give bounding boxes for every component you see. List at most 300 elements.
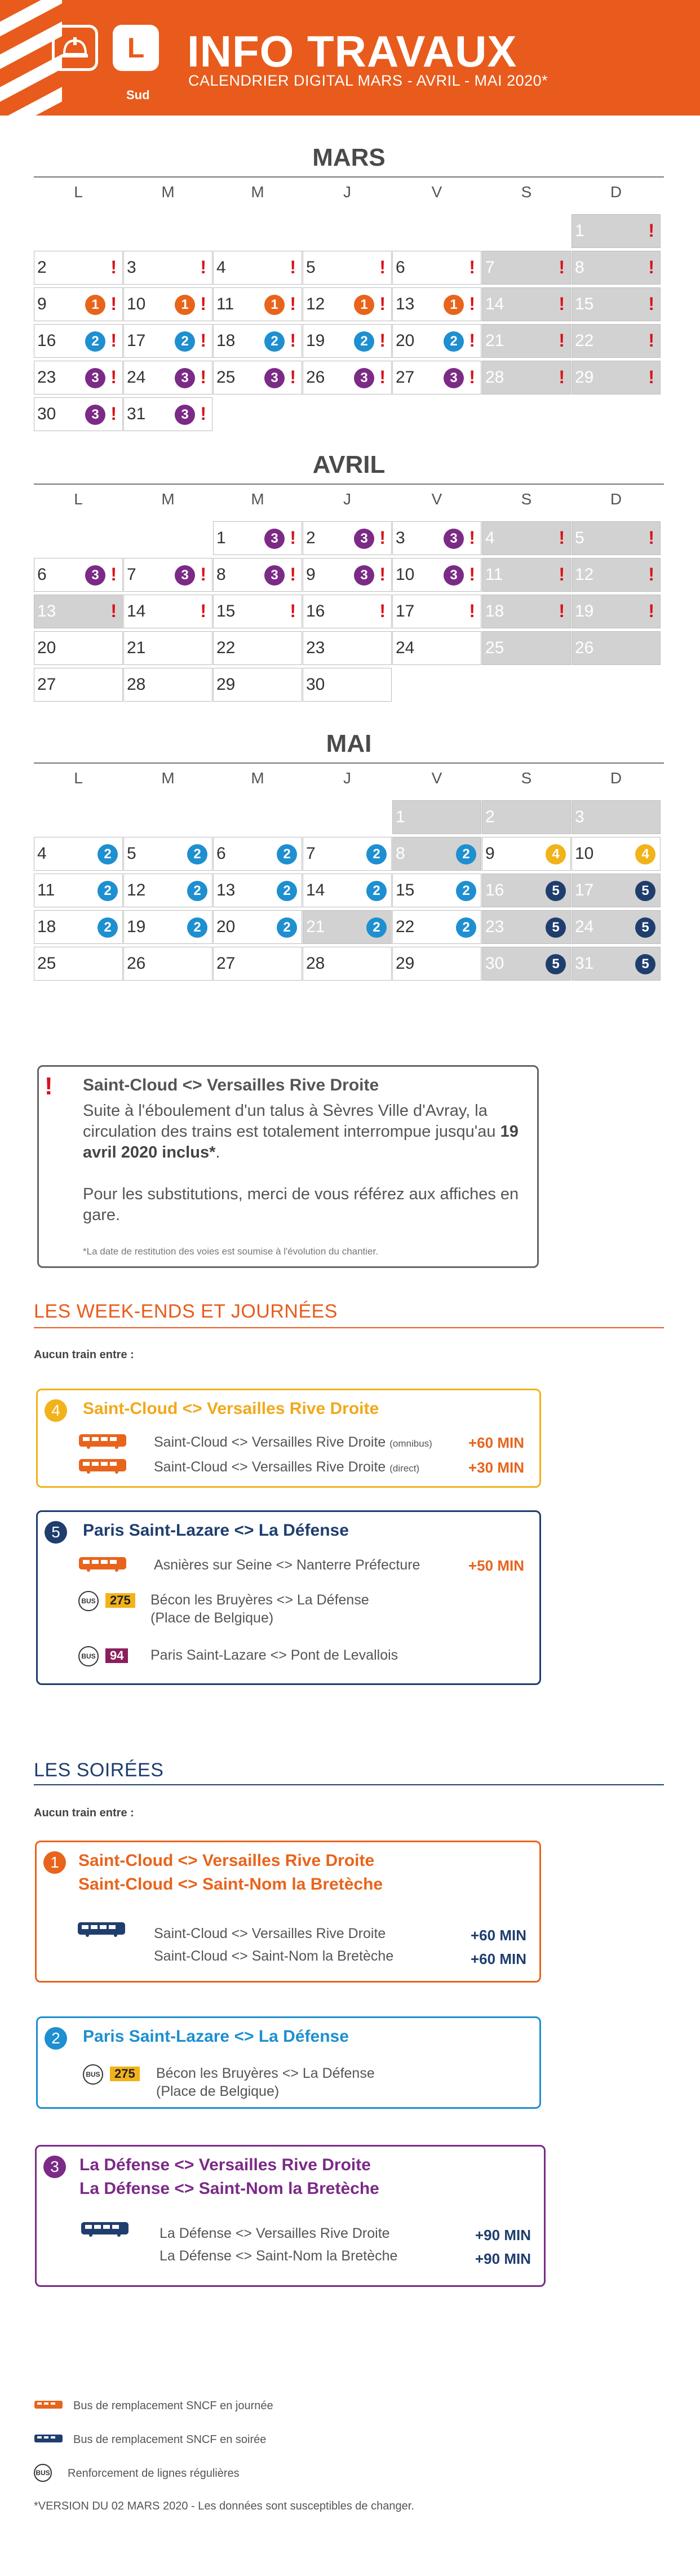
alert-icon: ! — [200, 367, 206, 387]
disruption-badge: 2 — [187, 881, 207, 901]
day-number: 4 — [37, 844, 47, 863]
legend-bus-night: Bus de remplacement SNCF en soirée — [73, 2433, 267, 2446]
disruption-badge: 5 — [635, 917, 655, 938]
alert-icon: ! — [110, 404, 117, 424]
weekday-header: L — [74, 183, 83, 201]
disruption-badge: 3 — [264, 529, 285, 549]
disruption-badge: 2 — [98, 844, 118, 864]
calendar-day — [571, 251, 661, 285]
alert-icon: ! — [648, 564, 654, 584]
calendar-day — [213, 837, 302, 871]
disruption-box-3 — [35, 2145, 546, 2287]
day-number: 9 — [485, 844, 495, 863]
day-number: 12 — [575, 565, 594, 584]
day-number: 16 — [306, 602, 325, 620]
calendar-day — [213, 947, 302, 981]
day-number: 2 — [306, 529, 316, 547]
calendar-day — [392, 558, 481, 592]
month-rule — [34, 176, 664, 178]
alert-icon: ! — [110, 330, 117, 351]
day-number: 8 — [396, 844, 405, 863]
calendar-day — [303, 558, 392, 592]
weekday-header: L — [74, 490, 83, 508]
calendar-day — [482, 287, 571, 321]
alert-icon: ! — [469, 527, 475, 548]
weekday-header: M — [161, 490, 175, 508]
alert-icon: ! — [379, 564, 386, 584]
calendar-day — [123, 324, 212, 358]
calendar-day — [482, 558, 571, 592]
calendar-day — [571, 837, 661, 871]
route-text: Saint-Cloud <> Saint-Nom la Bretèche — [154, 1948, 394, 1964]
disruption-number-badge: 1 — [43, 1851, 66, 1874]
disruption-badge: 2 — [187, 917, 207, 938]
calendar-day — [571, 214, 661, 248]
day-number: 12 — [306, 295, 325, 313]
day-number: 30 — [485, 954, 504, 973]
calendar-day — [213, 668, 302, 702]
weekday-header: M — [161, 183, 175, 201]
weekday-header: J — [343, 490, 351, 508]
disruption-badge: 3 — [444, 368, 464, 388]
day-number: 26 — [127, 954, 146, 973]
calendar-day — [392, 874, 481, 907]
calendar-day — [123, 287, 212, 321]
calendar-day — [213, 521, 302, 555]
day-number: 22 — [396, 917, 415, 936]
day-number: 15 — [396, 881, 415, 899]
day-number: 26 — [306, 368, 325, 387]
disruption-number-badge: 3 — [43, 2156, 66, 2178]
day-number: 4 — [216, 258, 226, 277]
day-number: 24 — [127, 368, 146, 387]
day-number: 18 — [37, 917, 56, 936]
delay-minutes: +30 MIN — [468, 1459, 524, 1476]
route-text: Saint-Cloud <> Versailles Rive Droite — [154, 1459, 386, 1475]
day-number: 1 — [575, 221, 584, 240]
month-rule — [34, 762, 664, 764]
weekday-header: M — [251, 490, 264, 508]
calendar-day — [482, 631, 571, 665]
disruption-box-4 — [36, 1389, 541, 1488]
delay-minutes: +60 MIN — [471, 1927, 526, 1944]
day-number: 10 — [575, 844, 594, 863]
calendar-day — [392, 837, 481, 871]
disruption-badge: 3 — [85, 368, 105, 388]
alert-icon: ! — [559, 601, 565, 621]
calendar-day — [213, 251, 302, 285]
alert-icon: ! — [290, 564, 296, 584]
header-banner — [0, 0, 700, 116]
disruption-number-badge: 5 — [45, 1521, 67, 1544]
calendar-day — [213, 361, 302, 394]
day-number: 10 — [396, 565, 415, 584]
day-number: 15 — [216, 602, 236, 620]
alert-icon: ! — [648, 367, 654, 387]
day-number: 8 — [216, 565, 226, 584]
day-number: 5 — [306, 258, 316, 277]
bus-day-icon — [78, 1433, 127, 1452]
calendar-day — [392, 947, 481, 981]
day-number: 11 — [37, 881, 55, 899]
soirees-rule — [34, 1784, 664, 1785]
disruption-title: Paris Saint-Lazare <> La Défense — [83, 2027, 349, 2046]
day-number: 18 — [216, 331, 236, 350]
disruption-badge: 2 — [354, 331, 374, 352]
day-number: 2 — [485, 808, 495, 826]
day-number: 24 — [575, 917, 594, 936]
alert-icon: ! — [290, 601, 296, 621]
disruption-badge: 2 — [277, 917, 297, 938]
calendar-day — [482, 361, 571, 394]
disruption-badge: 1 — [264, 295, 285, 315]
disruption-badge: 2 — [277, 881, 297, 901]
calendar-day — [571, 558, 661, 592]
weekday-header: S — [521, 769, 532, 787]
day-number: 25 — [37, 954, 56, 973]
weekday-header: S — [521, 490, 532, 508]
delay-minutes: +90 MIN — [475, 2227, 531, 2244]
disruption-badge: 4 — [546, 844, 566, 864]
line-l-icon: L — [113, 25, 159, 71]
calendar-day — [392, 324, 481, 358]
alert-icon: ! — [379, 257, 386, 277]
disruption-title: Paris Saint-Lazare <> La Défense — [83, 1521, 349, 1540]
disruption-badge: 3 — [354, 565, 374, 586]
calendar-day — [571, 324, 661, 358]
day-number: 7 — [306, 844, 316, 863]
legend-bus-regular: Renforcement de lignes régulières — [68, 2467, 240, 2480]
disruption-title — [79, 2153, 379, 2201]
alert-icon: ! — [469, 601, 475, 621]
bus-line-number: 275 — [110, 2067, 140, 2081]
disruption-badge: 2 — [187, 844, 207, 864]
calendar-day — [571, 631, 661, 665]
disruption-badge: 1 — [85, 295, 105, 315]
alert-icon: ! — [200, 294, 206, 314]
calendar-day — [392, 361, 481, 394]
alert-icon: ! — [379, 367, 386, 387]
day-number: 1 — [396, 808, 405, 826]
alert-icon: ! — [200, 564, 206, 584]
disruption-badge: 2 — [366, 844, 387, 864]
calendar-day — [123, 910, 212, 944]
day-number: 5 — [127, 844, 136, 863]
day-number: 22 — [575, 331, 594, 350]
month-rule — [34, 484, 664, 485]
day-number: 3 — [575, 808, 584, 826]
calendar-day — [213, 324, 302, 358]
alert-icon: ! — [110, 564, 117, 584]
delay-minutes: +50 MIN — [468, 1557, 524, 1574]
alert-icon: ! — [469, 330, 475, 351]
calendar-day — [303, 874, 392, 907]
day-number: 28 — [485, 368, 504, 387]
day-number: 14 — [485, 295, 504, 313]
disruption-badge: 2 — [98, 917, 118, 938]
calendar-day — [303, 361, 392, 394]
bus-line-number: 275 — [105, 1593, 135, 1608]
weekday-header: V — [431, 490, 442, 508]
weekday-header: J — [343, 769, 351, 787]
day-number: 10 — [127, 295, 146, 313]
day-number: 19 — [127, 917, 146, 936]
day-number: 27 — [216, 954, 236, 973]
day-number: 9 — [37, 295, 47, 313]
weekday-header: L — [74, 769, 83, 787]
day-number: 27 — [37, 675, 56, 694]
calendar-day — [571, 910, 661, 944]
bus-night-icon — [34, 2433, 63, 2448]
calendar-day — [392, 287, 481, 321]
day-number: 29 — [396, 954, 415, 973]
month-title: MARS — [312, 144, 386, 171]
disruption-badge: 2 — [85, 331, 105, 352]
calendar-day — [303, 837, 392, 871]
day-number: 19 — [575, 602, 594, 620]
day-number: 24 — [396, 639, 415, 657]
day-number: 23 — [37, 368, 56, 387]
calendar-day — [482, 800, 571, 834]
calendar-day — [123, 947, 212, 981]
alert-icon: ! — [110, 294, 117, 314]
alert-icon: ! — [648, 220, 654, 241]
calendar-day — [34, 837, 123, 871]
notice-body-end: . — [215, 1143, 220, 1161]
day-number: 6 — [396, 258, 405, 277]
calendar-day — [123, 558, 212, 592]
day-number: 18 — [485, 602, 504, 620]
disruption-title: Saint-Cloud <> Versailles Rive Droite — [83, 1399, 379, 1418]
route-text: Paris Saint-Lazare <> Pont de Levallois — [150, 1647, 398, 1663]
disruption-badge: 2 — [366, 881, 387, 901]
calendar-day — [303, 595, 392, 628]
day-number: 13 — [216, 881, 236, 899]
day-number: 21 — [306, 917, 325, 936]
month-title: MAI — [326, 730, 372, 757]
calendar-day — [482, 521, 571, 555]
notice-footnote: *La date de restitution des voies est soumise à l'évolution du chantier. — [83, 1246, 378, 1257]
calendar-day — [34, 287, 123, 321]
calendar-day — [303, 910, 392, 944]
disruption-badge: 3 — [354, 529, 374, 549]
disruption-box-1 — [35, 1841, 541, 1983]
alert-icon: ! — [379, 294, 386, 314]
calendar-day — [392, 631, 481, 665]
disruption-badge: 2 — [444, 331, 464, 352]
disruption-badge: 4 — [635, 844, 655, 864]
day-number: 23 — [306, 639, 325, 657]
calendar-day — [34, 874, 123, 907]
disruption-badge: 2 — [277, 844, 297, 864]
alert-icon: ! — [648, 601, 654, 621]
version-footnote: *VERSION DU 02 MARS 2020 - Les données sont susceptibles de changer. — [34, 2500, 414, 2512]
bus-day-icon — [78, 1556, 127, 1575]
bus-day-icon — [78, 1458, 127, 1477]
alert-icon: ! — [559, 257, 565, 277]
calendar-day — [34, 668, 123, 702]
day-number: 11 — [485, 565, 503, 584]
disruption-title-line: La Défense <> Versailles Rive Droite — [79, 2156, 371, 2174]
day-number: 29 — [575, 368, 594, 387]
disruption-badge: 3 — [354, 368, 374, 388]
notice-body-substitution: Pour les substitutions, merci de vous référez aux affiches en gare. — [83, 1185, 519, 1224]
calendar-day — [482, 837, 571, 871]
day-number: 25 — [485, 639, 504, 657]
weekday-header: D — [610, 183, 622, 201]
delay-minutes: +60 MIN — [468, 1434, 524, 1451]
calendar-day — [123, 397, 212, 431]
disruption-badge: 1 — [175, 295, 195, 315]
bus-regular-icon: BUS — [83, 2064, 103, 2085]
disruption-badge: 5 — [546, 881, 566, 901]
disruption-badge: 2 — [366, 917, 387, 938]
alert-icon: ! — [648, 527, 654, 548]
calendar-day — [303, 251, 392, 285]
disruption-badge: 5 — [635, 954, 655, 974]
disruption-badge: 3 — [175, 368, 195, 388]
calendar-day — [213, 595, 302, 628]
calendar-day — [303, 287, 392, 321]
delay-minutes: +60 MIN — [471, 1950, 526, 1967]
alert-icon: ! — [559, 330, 565, 351]
alert-icon: ! — [200, 601, 206, 621]
weekday-header: M — [161, 769, 175, 787]
calendar-day — [392, 521, 481, 555]
alert-icon: ! — [559, 367, 565, 387]
disruption-title-line: Saint-Cloud <> Versailles Rive Droite — [78, 1851, 375, 1870]
calendar-day — [123, 668, 212, 702]
alert-icon: ! — [110, 257, 117, 277]
calendar-day — [34, 361, 123, 394]
alert-icon: ! — [290, 294, 296, 314]
alert-icon: ! — [559, 294, 565, 314]
day-number: 14 — [127, 602, 146, 620]
weekday-header: V — [431, 183, 442, 201]
disruption-badge: 3 — [175, 565, 195, 586]
day-number: 17 — [575, 881, 594, 899]
calendar-day — [571, 947, 661, 981]
bus-line-number: 94 — [105, 1648, 128, 1663]
calendar-day — [303, 521, 392, 555]
day-number: 31 — [127, 405, 146, 423]
day-number: 7 — [127, 565, 136, 584]
alert-icon: ! — [200, 330, 206, 351]
notice-body — [83, 1101, 528, 1226]
alert-icon: ! — [200, 257, 206, 277]
soirees-aucun: Aucun train entre : — [34, 1807, 134, 1819]
page-subtitle: CALENDRIER DIGITAL MARS - AVRIL - MAI 2020* — [188, 72, 548, 89]
alert-icon: ! — [648, 257, 654, 277]
calendar-day — [571, 595, 661, 628]
alert-icon: ! — [290, 527, 296, 548]
day-number: 21 — [127, 639, 146, 657]
disruption-title-line: La Défense <> Saint-Nom la Bretèche — [79, 2179, 379, 2198]
calendar-day — [392, 595, 481, 628]
day-number: 12 — [127, 881, 146, 899]
day-number: 23 — [485, 917, 504, 936]
month-title: AVRIL — [312, 451, 386, 478]
calendar-day — [34, 397, 123, 431]
disruption-badge: 2 — [175, 331, 195, 352]
bus-regular-icon: BUS — [78, 1591, 99, 1611]
day-number: 4 — [485, 529, 495, 547]
calendar-day — [213, 910, 302, 944]
day-number: 6 — [37, 565, 47, 584]
day-number: 5 — [575, 529, 584, 547]
disruption-badge: 3 — [85, 565, 105, 586]
day-number: 21 — [485, 331, 504, 350]
disruption-badge: 3 — [264, 565, 285, 586]
day-number: 30 — [37, 405, 56, 423]
calendar-day — [482, 910, 571, 944]
disruption-badge: 5 — [546, 954, 566, 974]
alert-icon: ! — [648, 294, 654, 314]
disruption-badge: 2 — [98, 881, 118, 901]
day-number: 14 — [306, 881, 325, 899]
calendar-day — [303, 324, 392, 358]
bus-night-icon — [81, 2221, 129, 2240]
alert-icon: ! — [379, 601, 386, 621]
calendar-day — [123, 361, 212, 394]
calendar-day — [213, 631, 302, 665]
day-number: 8 — [575, 258, 584, 277]
calendar-day — [123, 251, 212, 285]
calendar-day — [571, 800, 661, 834]
day-number: 26 — [575, 639, 594, 657]
legend-bus-day: Bus de remplacement SNCF en journée — [73, 2400, 273, 2412]
closure-notice — [37, 1065, 539, 1268]
disruption-badge: 3 — [175, 405, 195, 425]
calendar-day — [303, 631, 392, 665]
day-number: 16 — [37, 331, 56, 350]
day-number: 30 — [306, 675, 325, 694]
route-text: La Défense <> Versailles Rive Droite — [160, 2225, 390, 2241]
calendar-day — [213, 287, 302, 321]
day-number: 13 — [37, 602, 56, 620]
alert-icon: ! — [469, 367, 475, 387]
disruption-badge: 2 — [264, 331, 285, 352]
delay-minutes: +90 MIN — [475, 2250, 531, 2267]
disruption-box-5 — [36, 1510, 541, 1685]
calendar-day — [571, 361, 661, 394]
route-text: La Défense <> Saint-Nom la Bretèche — [160, 2248, 398, 2264]
calendar-day — [482, 595, 571, 628]
disruption-badge: 3 — [85, 405, 105, 425]
route-note: (direct) — [389, 1463, 420, 1474]
weekday-header: M — [251, 183, 264, 201]
calendar-day — [123, 874, 212, 907]
calendar-day — [34, 595, 123, 628]
calendar-day — [482, 251, 571, 285]
day-number: 13 — [396, 295, 415, 313]
day-number: 16 — [485, 881, 504, 899]
calendar-day — [213, 874, 302, 907]
calendar-day — [482, 324, 571, 358]
alert-icon: ! — [559, 564, 565, 584]
day-number: 17 — [127, 331, 146, 350]
disruption-number-badge: 2 — [45, 2027, 67, 2050]
soirees-title: LES SOIRÉES — [34, 1759, 164, 1781]
disruption-route — [154, 1434, 432, 1451]
day-number: 15 — [575, 295, 594, 313]
notice-title: Saint-Cloud <> Versailles Rive Droite — [83, 1076, 379, 1094]
day-number: 28 — [127, 675, 146, 694]
day-number: 6 — [216, 844, 226, 863]
route-text: (Place de Belgique) — [150, 1610, 274, 1626]
route-text: Saint-Cloud <> Versailles Rive Droite — [154, 1434, 386, 1450]
calendar-day — [123, 595, 212, 628]
